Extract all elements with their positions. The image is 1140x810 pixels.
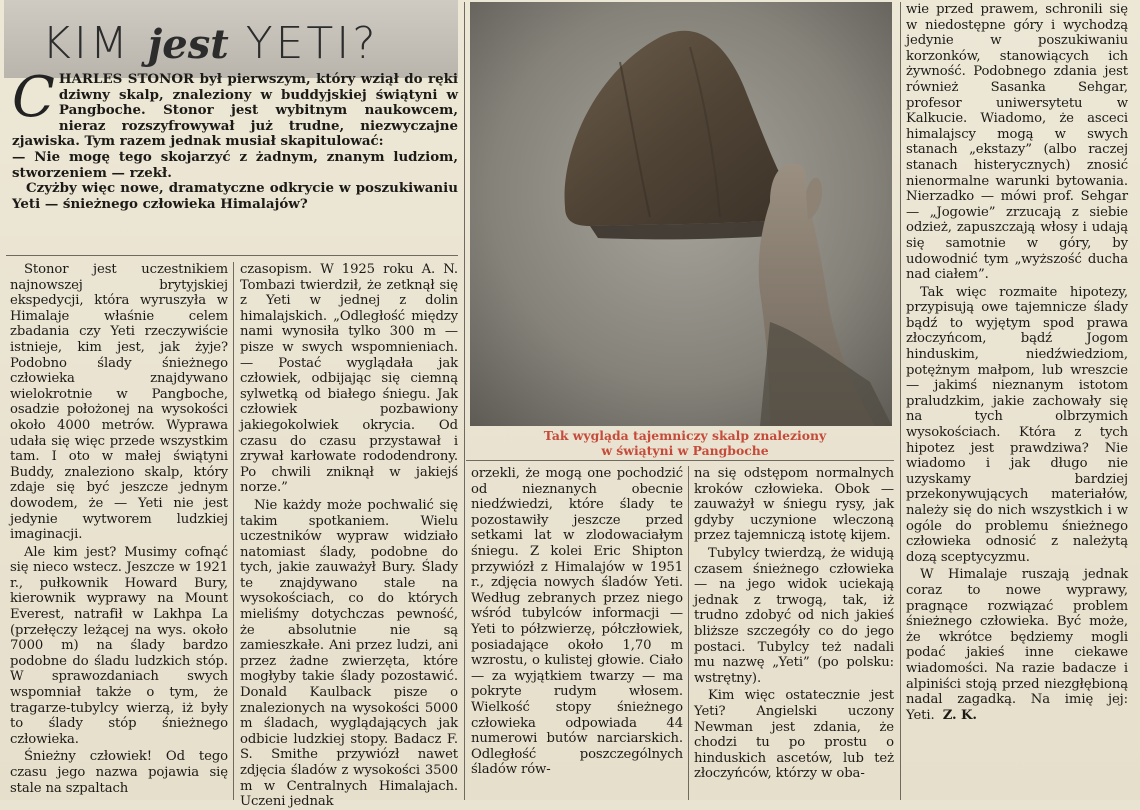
author-signature: Z. K. bbox=[942, 707, 977, 723]
column-rule bbox=[900, 2, 901, 800]
column-rule bbox=[688, 466, 689, 800]
scalp-illustration bbox=[470, 2, 892, 426]
column-rule bbox=[464, 2, 465, 800]
column-2 bbox=[240, 262, 458, 810]
lead-paragraph-2: — Nie mogę tego skojarzyć z żadnym, znanym ludziom, stworzeniem — rzekł. bbox=[12, 148, 458, 181]
lead-paragraph-3: Czyżby więc nowe, dramatyczne odkrycie w poszukiwaniu Yeti — śnieżnego człowieka Himalajów? bbox=[12, 180, 458, 212]
column-rule bbox=[233, 262, 234, 800]
col1-paragraph: Ale kim jest? Musimy cofnąć się nieco wstecz. Jeszcze w 1921 r., pułkownik Howard Bury, kierownik wyprawy na Mount Everest, natrafił w Lakhpa La (przełęczy leżącej na wys. około 7000 m) na ślady bardzo podobne do śladu ludzkich stóp. W sprawozdaniach swych wspomniał także o tym, że tragarze-tubylcy wierzą, iż były to ślady stóp śnieżnego człowieka. bbox=[10, 544, 228, 747]
column-1 bbox=[10, 262, 228, 800]
col1-paragraph: Śnieżny człowiek! Od tego czasu jego nazwa pojawia się stale na szpaltach bbox=[10, 749, 228, 796]
col5-paragraph-last bbox=[906, 567, 1128, 723]
col1-paragraph: Stonor jest uczestnikiem najnowszej brytyjskiej ekspedycji, która wyruszyła w Himalaje właśnie celem zbadania czy Yeti rzeczywiście istnieje, kim jest, jak żyje? Podobno ślady śnieżnego człowieka znajdywano wielokrotnie w Pangboche, osadzie położonej na wysokości około 4000 metrów. Wyprawa udała się więc przede wszystkim tam. I oto w małej świątyni Buddy, znaleziono skalp, który zdaje się być jeszcze jednym dowodem, że — Yeti nie jest jedynie wytworem ludzkiej imaginacji. bbox=[10, 262, 228, 543]
title-band bbox=[4, 0, 458, 78]
col5-closing-text: W Himalaje ruszają jednak coraz to nowe wyprawy, pragnące rozwiązać problem śnieżnego człowieka. Być może, że wkrótce będziemy mogli podać jakieś inne ciekawe wiadomości. Na razie badacze i alpiniści stoją przed niezgłębioną nadal zagadką. Na imię jej: Yeti. bbox=[906, 567, 1128, 723]
scalp-photo bbox=[470, 2, 892, 426]
col4-paragraph: na się odstępom normalnych kroków człowieka. Obok — zauważył w śniegu rysy, jak gdyby uczynione wleczoną przez tajemniczą istotę kijem. bbox=[694, 466, 894, 544]
article-title bbox=[42, 18, 379, 69]
lead-divider bbox=[6, 255, 458, 256]
col2-paragraph: czasopism. W 1925 roku A. N. Tombazi twierdził, że zetknął się z Yeti w jednej z dolin himalajskich. „Odległość między nami wynosiła tylko 300 m — pisze w swych wspomnieniach. — Postać wyglądała jak człowiek, odbijając się ciemną sylwetką od białego śniegu. Jak człowiek pozbawiony jakiegokolwiek okrycia. Od czasu do czasu przystawał i zrywał karłowate rododendrony. Po chwili zniknął w jakiejś norze.” bbox=[240, 262, 458, 496]
title-part-jest: jest bbox=[147, 21, 229, 68]
photo-caption: Tak wygląda tajemniczy skalp znaleziony w świątyni w Pangboche bbox=[543, 428, 827, 458]
col4-paragraph: Tubylcy twierdzą, że widują czasem śnieżnego człowieka — na jego widok uciekają jednak z trwogą, tak, iż trudno zdobyć od nich jakieś bliższe szczegóły co do jego postaci. Tubylcy też nadali mu nazwę „Yeti” (po polsku: wstrętny). bbox=[694, 545, 894, 686]
column-5 bbox=[906, 2, 1128, 800]
col5-paragraph: wie przed prawem, schronili się w niedostępne góry i wychodzą jedynie w poszukiwaniu korzonków, stanowiących ich żywność. Podobnego zdania jest również Sasanka Sehgar, profesor uniwersytetu w Kalkucie. Wiadomo, że asceci himalajscy mogą w swych stanach „ekstazy” (albo raczej stanach histerycznych) znosić nienormalne warunki bytowania. Nierzadko — mówi prof. Sehgar — „Jogowie” zrzucają z siebie odzież, zapuszczają włosy i udają się samotnie w góry, by udowodnić tym „wyższość ducha nad ciałem”. bbox=[906, 2, 1128, 283]
col4-paragraph: Kim więc ostatecznie jest Yeti? Angielski uczony Newman jest zdania, że chodzi tu po prostu o hinduskich ascetów, lub też złoczyńców, którzy w oba- bbox=[694, 688, 894, 782]
col3-paragraph: orzekli, że mogą one pochodzić od nieznanych obecnie niedźwiedzi, które ślady te pozostawiły jeszcze przed setkami lat w zlodowaciałym śniegu. Z kolei Eric Shipton przywiózł z Himalajów w 1951 r., zdjęcia nowych śladów Yeti. Według zebranych przez niego wśród tubylców informacji — Yeti to półzwierzę, półczłowiek, posiadające około 1,70 m wzrostu, o kulistej głowie. Ciało — za wyjątkiem twarzy — ma pokryte rudym włosem. Wielkość stopy śnieżnego człowieka odpowiada 44 numerowi butów narciarskich. Odległość poszczególnych śladów rów- bbox=[471, 466, 683, 778]
caption-divider bbox=[466, 460, 894, 461]
col2-paragraph: Nie każdy może pochwalić się takim spotkaniem. Wielu uczestników wypraw widziało natomiast ślady, podobne do tych, jakie zauważył Bury. Ślady te znajdywano stale na wysokościach, co do których mieliśmy dotychczas pewność, że absolutnie nie są zamieszkałe. Ani przez ludzi, ani przez żadne zwierzęta, które mogłyby takie ślady pozostawić. Donald Kaulback pisze o znalezionych na wysokości 5000 m śladach, wyglądających jak odbicie ludzkiej stopy. Badacz F. S. Smithe przywiózł nawet zdjęcia śladów z wysokości 3500 m w Centralnych Himalajach. Uczeni jednak bbox=[240, 497, 458, 810]
lead-paragraph-1: HARLES STONOR był pierwszym, który wziął do ręki dziwny skalp, znaleziony w buddyjskiej świątyni w Pangboche. Stonor jest wybitnym naukowcem, nieraz rozszyfrowywał już trudne, niezwyczajne zjawiska. Tym razem jednak musiał skapitulować: bbox=[12, 71, 458, 150]
title-part-kim: KIM bbox=[42, 18, 148, 69]
col5-paragraph: Tak więc rozmaite hipotezy, przypisują owe tajemnicze ślady bądź to wyjętym spod prawa złoczyńcom, bądź Jogom hinduskim, niedźwiedziom, potężnym małpom, lub wreszcie — jakimś nieznanym istotom praludzkim, jakie zachowały się na tych olbrzymich wysokościach. Która z tych hipotez jest prawdziwa? Nie wiadomo i jak długo nie uzyskamy bardziej przekonywujących materiałów, należy się do nich wszystkich i w ogóle do problemu śnieżnego człowieka odnosić z należytą dozą sceptycyzmu. bbox=[906, 284, 1128, 565]
article-lead bbox=[12, 65, 458, 212]
column-3 bbox=[471, 466, 683, 800]
column-4 bbox=[694, 466, 894, 800]
drop-cap: C bbox=[12, 65, 55, 130]
title-part-yeti: YETI? bbox=[228, 18, 379, 69]
